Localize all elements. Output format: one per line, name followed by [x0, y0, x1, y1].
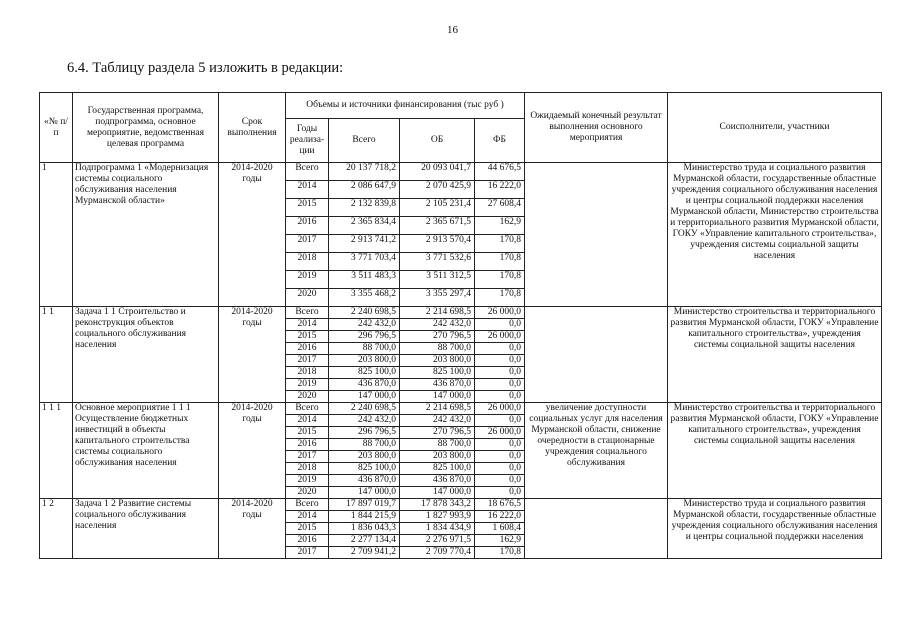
fb-cell: 170,8	[475, 289, 525, 307]
fb-cell: 1 608,4	[475, 523, 525, 535]
year-cell: 2019	[286, 475, 329, 487]
ob-cell: 2 214 698,5	[400, 403, 475, 415]
ob-cell: 3 511 312,5	[400, 271, 475, 289]
total-cell: 17 897 019,7	[329, 499, 400, 511]
total-cell: 88 700,0	[329, 343, 400, 355]
fb-cell: 162,9	[475, 535, 525, 547]
ob-cell: 88 700,0	[400, 343, 475, 355]
fb-cell: 27 608,4	[475, 199, 525, 217]
ob-cell: 203 800,0	[400, 451, 475, 463]
total-cell: 3 511 483,3	[329, 271, 400, 289]
fb-cell: 0,0	[475, 355, 525, 367]
total-cell: 242 432,0	[329, 319, 400, 331]
year-cell: 2015	[286, 523, 329, 535]
total-cell: 3 355 468,2	[329, 289, 400, 307]
implementation-period: 2014-2020 годы	[219, 403, 286, 499]
year-cell: 2016	[286, 343, 329, 355]
year-cell: 2014	[286, 511, 329, 523]
year-cell: 2020	[286, 289, 329, 307]
year-cell: 2015	[286, 427, 329, 439]
table-row	[40, 499, 882, 511]
ob-cell: 1 827 993,9	[400, 511, 475, 523]
fb-cell: 0,0	[475, 451, 525, 463]
fb-cell: 170,8	[475, 253, 525, 271]
header-ob: ОБ	[400, 119, 475, 163]
year-cell: 2016	[286, 217, 329, 235]
table-header-row	[40, 93, 882, 119]
year-cell: 2016	[286, 439, 329, 451]
page-number: 16	[447, 24, 458, 36]
year-cell: 2015	[286, 331, 329, 343]
header-participants: Соисполнители, участники	[668, 93, 882, 163]
ob-cell: 2 709 770,4	[400, 547, 475, 559]
table-row	[40, 307, 882, 319]
fb-cell: 26 000,0	[475, 403, 525, 415]
year-cell: 2016	[286, 535, 329, 547]
header-fb: ФБ	[475, 119, 525, 163]
total-cell: 2 365 834,4	[329, 217, 400, 235]
total-cell: 825 100,0	[329, 463, 400, 475]
total-cell: 2 240 698,5	[329, 403, 400, 415]
fb-cell: 0,0	[475, 415, 525, 427]
fb-cell: 0,0	[475, 343, 525, 355]
ob-cell: 3 355 297,4	[400, 289, 475, 307]
expected-result	[525, 499, 668, 559]
total-cell: 1 836 043,3	[329, 523, 400, 535]
header-num: «№ п/п	[40, 93, 73, 163]
header-years: Годы реализа-ции	[286, 119, 329, 163]
year-cell: 2018	[286, 367, 329, 379]
year-cell: Всего	[286, 499, 329, 511]
ob-cell: 270 796,5	[400, 331, 475, 343]
header-total: Всего	[329, 119, 400, 163]
fb-cell: 170,8	[475, 235, 525, 253]
fb-cell: 26 000,0	[475, 427, 525, 439]
ob-cell: 2 276 971,5	[400, 535, 475, 547]
header-program: Государственная программа, подпрограмма, основное мероприятие, ведомственная целевая программа	[73, 93, 219, 163]
total-cell: 203 800,0	[329, 451, 400, 463]
fb-cell: 170,8	[475, 547, 525, 559]
total-cell: 2 132 839,8	[329, 199, 400, 217]
fb-cell: 0,0	[475, 463, 525, 475]
total-cell: 825 100,0	[329, 367, 400, 379]
fb-cell: 26 000,0	[475, 307, 525, 319]
total-cell: 2 913 741,2	[329, 235, 400, 253]
ob-cell: 242 432,0	[400, 319, 475, 331]
fb-cell: 0,0	[475, 487, 525, 499]
year-cell: Всего	[286, 163, 329, 181]
total-cell: 2 086 647,9	[329, 181, 400, 199]
year-cell: 2017	[286, 547, 329, 559]
ob-cell: 88 700,0	[400, 439, 475, 451]
year-cell: 2020	[286, 391, 329, 403]
fb-cell: 0,0	[475, 367, 525, 379]
total-cell: 20 137 718,2	[329, 163, 400, 181]
fb-cell: 16 222,0	[475, 511, 525, 523]
ob-cell: 825 100,0	[400, 367, 475, 379]
total-cell: 147 000,0	[329, 487, 400, 499]
fb-cell: 44 676,5	[475, 163, 525, 181]
year-cell: 2017	[286, 235, 329, 253]
fb-cell: 170,8	[475, 271, 525, 289]
year-cell: 2014	[286, 181, 329, 199]
program-name: Подпрограмма 1 «Модернизация системы социального обслуживания населения Мурманской области»	[73, 163, 219, 307]
total-cell: 436 870,0	[329, 475, 400, 487]
ob-cell: 2 105 231,4	[400, 199, 475, 217]
ob-cell: 436 870,0	[400, 379, 475, 391]
header-period: Срок выполнения	[219, 93, 286, 163]
participants-cell: Министерство труда и социального развития Мурманской области, государственные областные учреждения социального обслуживания населения и центры социальной поддержки населения	[668, 499, 882, 559]
fb-cell: 162,9	[475, 217, 525, 235]
total-cell: 203 800,0	[329, 355, 400, 367]
fb-cell: 0,0	[475, 391, 525, 403]
expected-result	[525, 163, 668, 307]
section-heading: 6.4. Таблицу раздела 5 изложить в редакции:	[67, 60, 344, 76]
funding-table	[39, 92, 882, 559]
ob-cell: 3 771 532,6	[400, 253, 475, 271]
program-name: Задача 1 1 Строительство и реконструкция объектов социального обслуживания населения	[73, 307, 219, 403]
total-cell: 2 277 134,4	[329, 535, 400, 547]
year-cell: 2014	[286, 415, 329, 427]
ob-cell: 2 070 425,9	[400, 181, 475, 199]
total-cell: 1 844 215,9	[329, 511, 400, 523]
year-cell: 2014	[286, 319, 329, 331]
total-cell: 2 709 941,2	[329, 547, 400, 559]
row-number: 1 1 1	[40, 403, 73, 499]
row-number: 1 2	[40, 499, 73, 559]
total-cell: 3 771 703,4	[329, 253, 400, 271]
fb-cell: 0,0	[475, 319, 525, 331]
fb-cell: 0,0	[475, 439, 525, 451]
row-number: 1	[40, 163, 73, 307]
ob-cell: 2 365 671,5	[400, 217, 475, 235]
ob-cell: 2 214 698,5	[400, 307, 475, 319]
header-funding: Объемы и источники финансирования (тыс руб )	[286, 93, 525, 119]
ob-cell: 825 100,0	[400, 463, 475, 475]
year-cell: 2017	[286, 451, 329, 463]
total-cell: 296 796,5	[329, 331, 400, 343]
year-cell: 2017	[286, 355, 329, 367]
total-cell: 88 700,0	[329, 439, 400, 451]
year-cell: Всего	[286, 307, 329, 319]
program-name: Основное мероприятие 1 1 1 Осуществление бюджетных инвестиций в объекты капитального строительства системы социального обслуживания населения	[73, 403, 219, 499]
total-cell: 147 000,0	[329, 391, 400, 403]
table-row	[40, 403, 882, 415]
row-number: 1 1	[40, 307, 73, 403]
year-cell: 2018	[286, 253, 329, 271]
ob-cell: 242 432,0	[400, 415, 475, 427]
implementation-period: 2014-2020 годы	[219, 307, 286, 403]
participants-cell: Министерство труда и социального развития Мурманской области, государственные областные учреждения социального обслуживания населения и центры социальной поддержки населения Мурманской области, Министерство строительства и территориального развития Мурманской области, ГОКУ «Управление капитального строительства», учреждения системы социальной защиты населения	[668, 163, 882, 307]
ob-cell: 2 913 570,4	[400, 235, 475, 253]
total-cell: 2 240 698,5	[329, 307, 400, 319]
fb-cell: 0,0	[475, 379, 525, 391]
program-name: Задача 1 2 Развитие системы социального обслуживания населения	[73, 499, 219, 559]
participants-cell: Министерство строительства и территориального развития Мурманской области, ГОКУ «Управление капитального строительства», учреждения системы социальной защиты населения	[668, 307, 882, 403]
total-cell: 296 796,5	[329, 427, 400, 439]
table-row	[40, 163, 882, 181]
participants-cell: Министерство строительства и территориального развития Мурманской области, ГОКУ «Управление капитального строительства», учреждения системы социальной защиты населения	[668, 403, 882, 499]
year-cell: 2018	[286, 463, 329, 475]
ob-cell: 147 000,0	[400, 391, 475, 403]
ob-cell: 17 878 343,2	[400, 499, 475, 511]
ob-cell: 1 834 434,9	[400, 523, 475, 535]
total-cell: 242 432,0	[329, 415, 400, 427]
implementation-period: 2014-2020 годы	[219, 163, 286, 307]
year-cell: 2019	[286, 271, 329, 289]
fb-cell: 16 222,0	[475, 181, 525, 199]
fb-cell: 0,0	[475, 475, 525, 487]
expected-result: увеличение доступности социальных услуг для населения Мурманской области, снижение очередности в стационарные учреждения социального обслуживания	[525, 403, 668, 499]
table-body	[40, 163, 882, 559]
fb-cell: 26 000,0	[475, 331, 525, 343]
ob-cell: 20 093 041,7	[400, 163, 475, 181]
ob-cell: 147 000,0	[400, 487, 475, 499]
implementation-period: 2014-2020 годы	[219, 499, 286, 559]
ob-cell: 270 796,5	[400, 427, 475, 439]
year-cell: Всего	[286, 403, 329, 415]
ob-cell: 436 870,0	[400, 475, 475, 487]
year-cell: 2020	[286, 487, 329, 499]
year-cell: 2015	[286, 199, 329, 217]
ob-cell: 203 800,0	[400, 355, 475, 367]
total-cell: 436 870,0	[329, 379, 400, 391]
fb-cell: 18 676,5	[475, 499, 525, 511]
year-cell: 2019	[286, 379, 329, 391]
header-result: Ожидаемый конечный результат выполнения основного мероприятия	[525, 93, 668, 163]
expected-result	[525, 307, 668, 403]
